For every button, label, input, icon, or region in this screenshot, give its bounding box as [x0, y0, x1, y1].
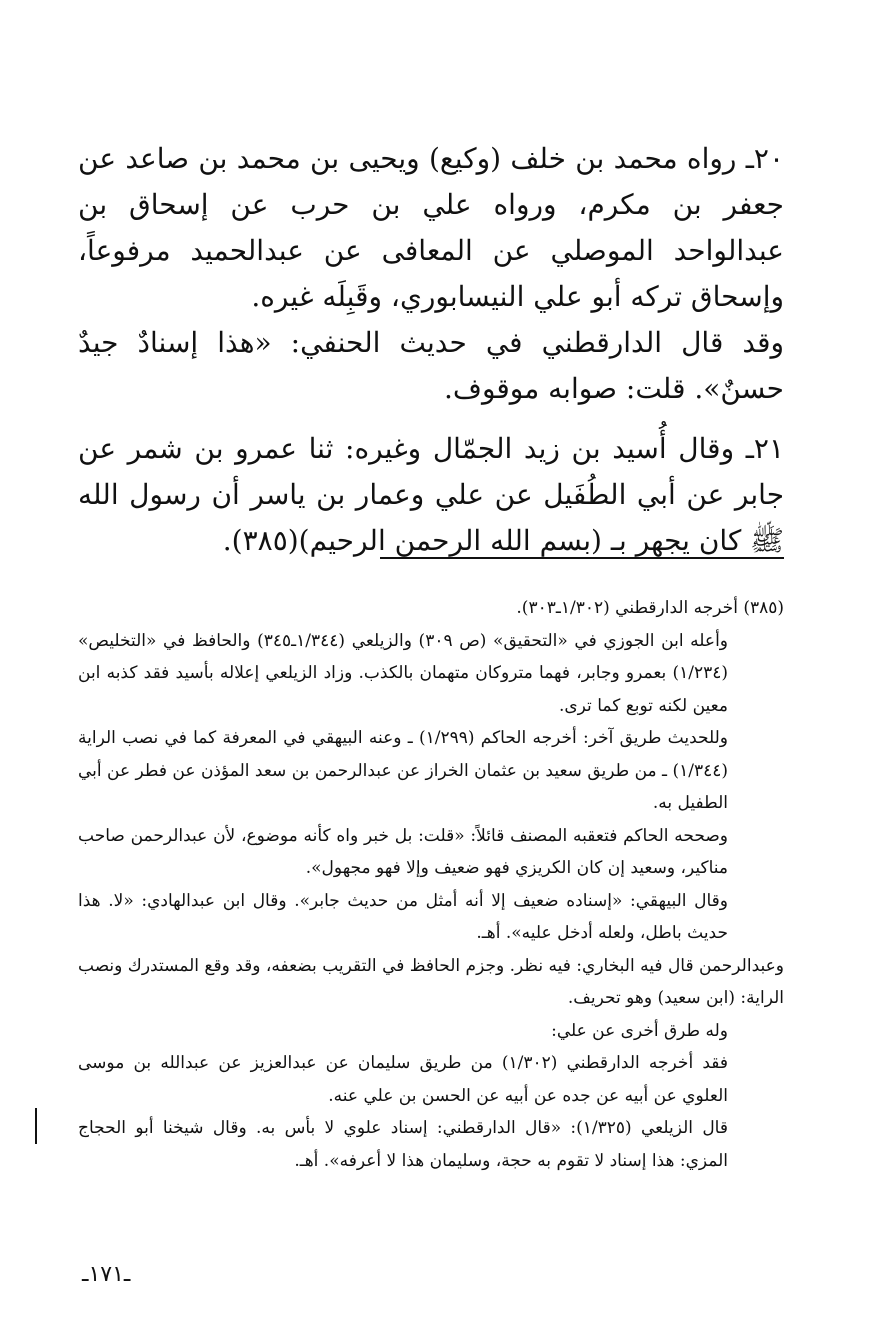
main-text	[78, 136, 784, 564]
footnotes	[78, 592, 784, 1177]
paragraph-20: ٢٠ـ رواه محمد بن خلف (وكيع) ويحيى بن محمد بن صاعد عن جعفر بن مكرم، ورواه علي بن حرب عن إسحاق بن عبدالواحد الموصلي عن المعافى عن عبدالحميد مرفوعاً، وإسحاق تركه أبو علي النيسابوري، وقَبِلَه غيره.	[78, 142, 784, 313]
paragraph-daraqutni-comment: وقد قال الدارقطني في حديث الحنفي: «هذا إسنادٌ جيدٌ حسنٌ». قلت: صوابه موقوف.	[78, 326, 784, 405]
footnote-385-heading: (٣٨٥) أخرجه الدارقطني (١/٣٠٢ـ٣٠٣).	[516, 598, 784, 618]
margin-mark	[35, 1108, 37, 1144]
footnote-paragraph: فقد أخرجه الدارقطني (١/٣٠٢) من طريق سليمان عن عبدالعزيز عن عبدالله بن موسى العلوي عن أبيه عن جده عن أبيه عن الحسن بن علي عنه.	[78, 1053, 729, 1106]
footnote-paragraph: وأعله ابن الجوزي في «التحقيق» (ص ٣٠٩) والزيلعي (١/٣٤٤ـ٣٤٥) والحافظ في «التخليص» (١/٢٣٤) بعمرو وجابر، فهما متروكان متهمان بالكذب. وزاد الزيلعي إعلاله بأسيد فقد كذبه ابن معين لكنه توبع كما ترى.	[78, 630, 728, 716]
footnote-paragraph: وله طرق أخرى عن علي:	[551, 1020, 728, 1041]
paragraph-21: ٢١ـ وقال أُسيد بن زيد الجمّال وغيره: ثنا عمرو بن شمر عن جابر عن أبي الطُفَيل عن علي وعمار بن ياسر أن رسول الله ﷺ كان يجهر بـ (بسم الله الرحمن الرحيم)(٣٨٥).	[78, 432, 784, 557]
footnote-paragraph: قال الزيلعي (١/٣٢٥): «قال الدارقطني: إسناد علوي لا بأس به. وقال شيخنا أبو الحجاج المزي: هذا إسناد لا تقوم به حجة، وسليمان هذا لا أعرفه». أهـ.	[78, 1118, 728, 1171]
footnote-paragraph: وقال البيهقي: «إسناده ضعيف إلا أنه أمثل من حديث جابر». وقال ابن عبدالهادي: «لا. هذا حديث باطل، ولعله أدخل عليه». أهـ.	[78, 890, 728, 943]
footnote-separator	[380, 557, 784, 559]
page-number: ـ١٧١ـ	[82, 1262, 131, 1287]
footnote-paragraph: وصححه الحاكم فتعقبه المصنف قائلاً: «قلت: بل خبر واه كأنه موضوع، لأن عبدالرحمن صاحب مناكير، وسعيد إن كان الكريزي فهو ضعيف وإلا فهو مجهول».	[78, 825, 728, 878]
footnote-paragraph: وعبدالرحمن قال فيه البخاري: فيه نظر. وجزم الحافظ في التقريب بضعفه، وقد وقع المستدرك ونصب الراية: (ابن سعيد) وهو تحريف.	[78, 955, 784, 1008]
footnote-paragraph: وللحديث طريق آخر: أخرجه الحاكم (١/٢٩٩) ـ وعنه البيهقي في المعرفة كما في نصب الراية (١/٣٤٤) ـ من طريق سعيد بن عثمان الخراز عن عبدالرحمن بن سعد المؤذن عن فطر عن أبي الطفيل به.	[78, 728, 728, 813]
